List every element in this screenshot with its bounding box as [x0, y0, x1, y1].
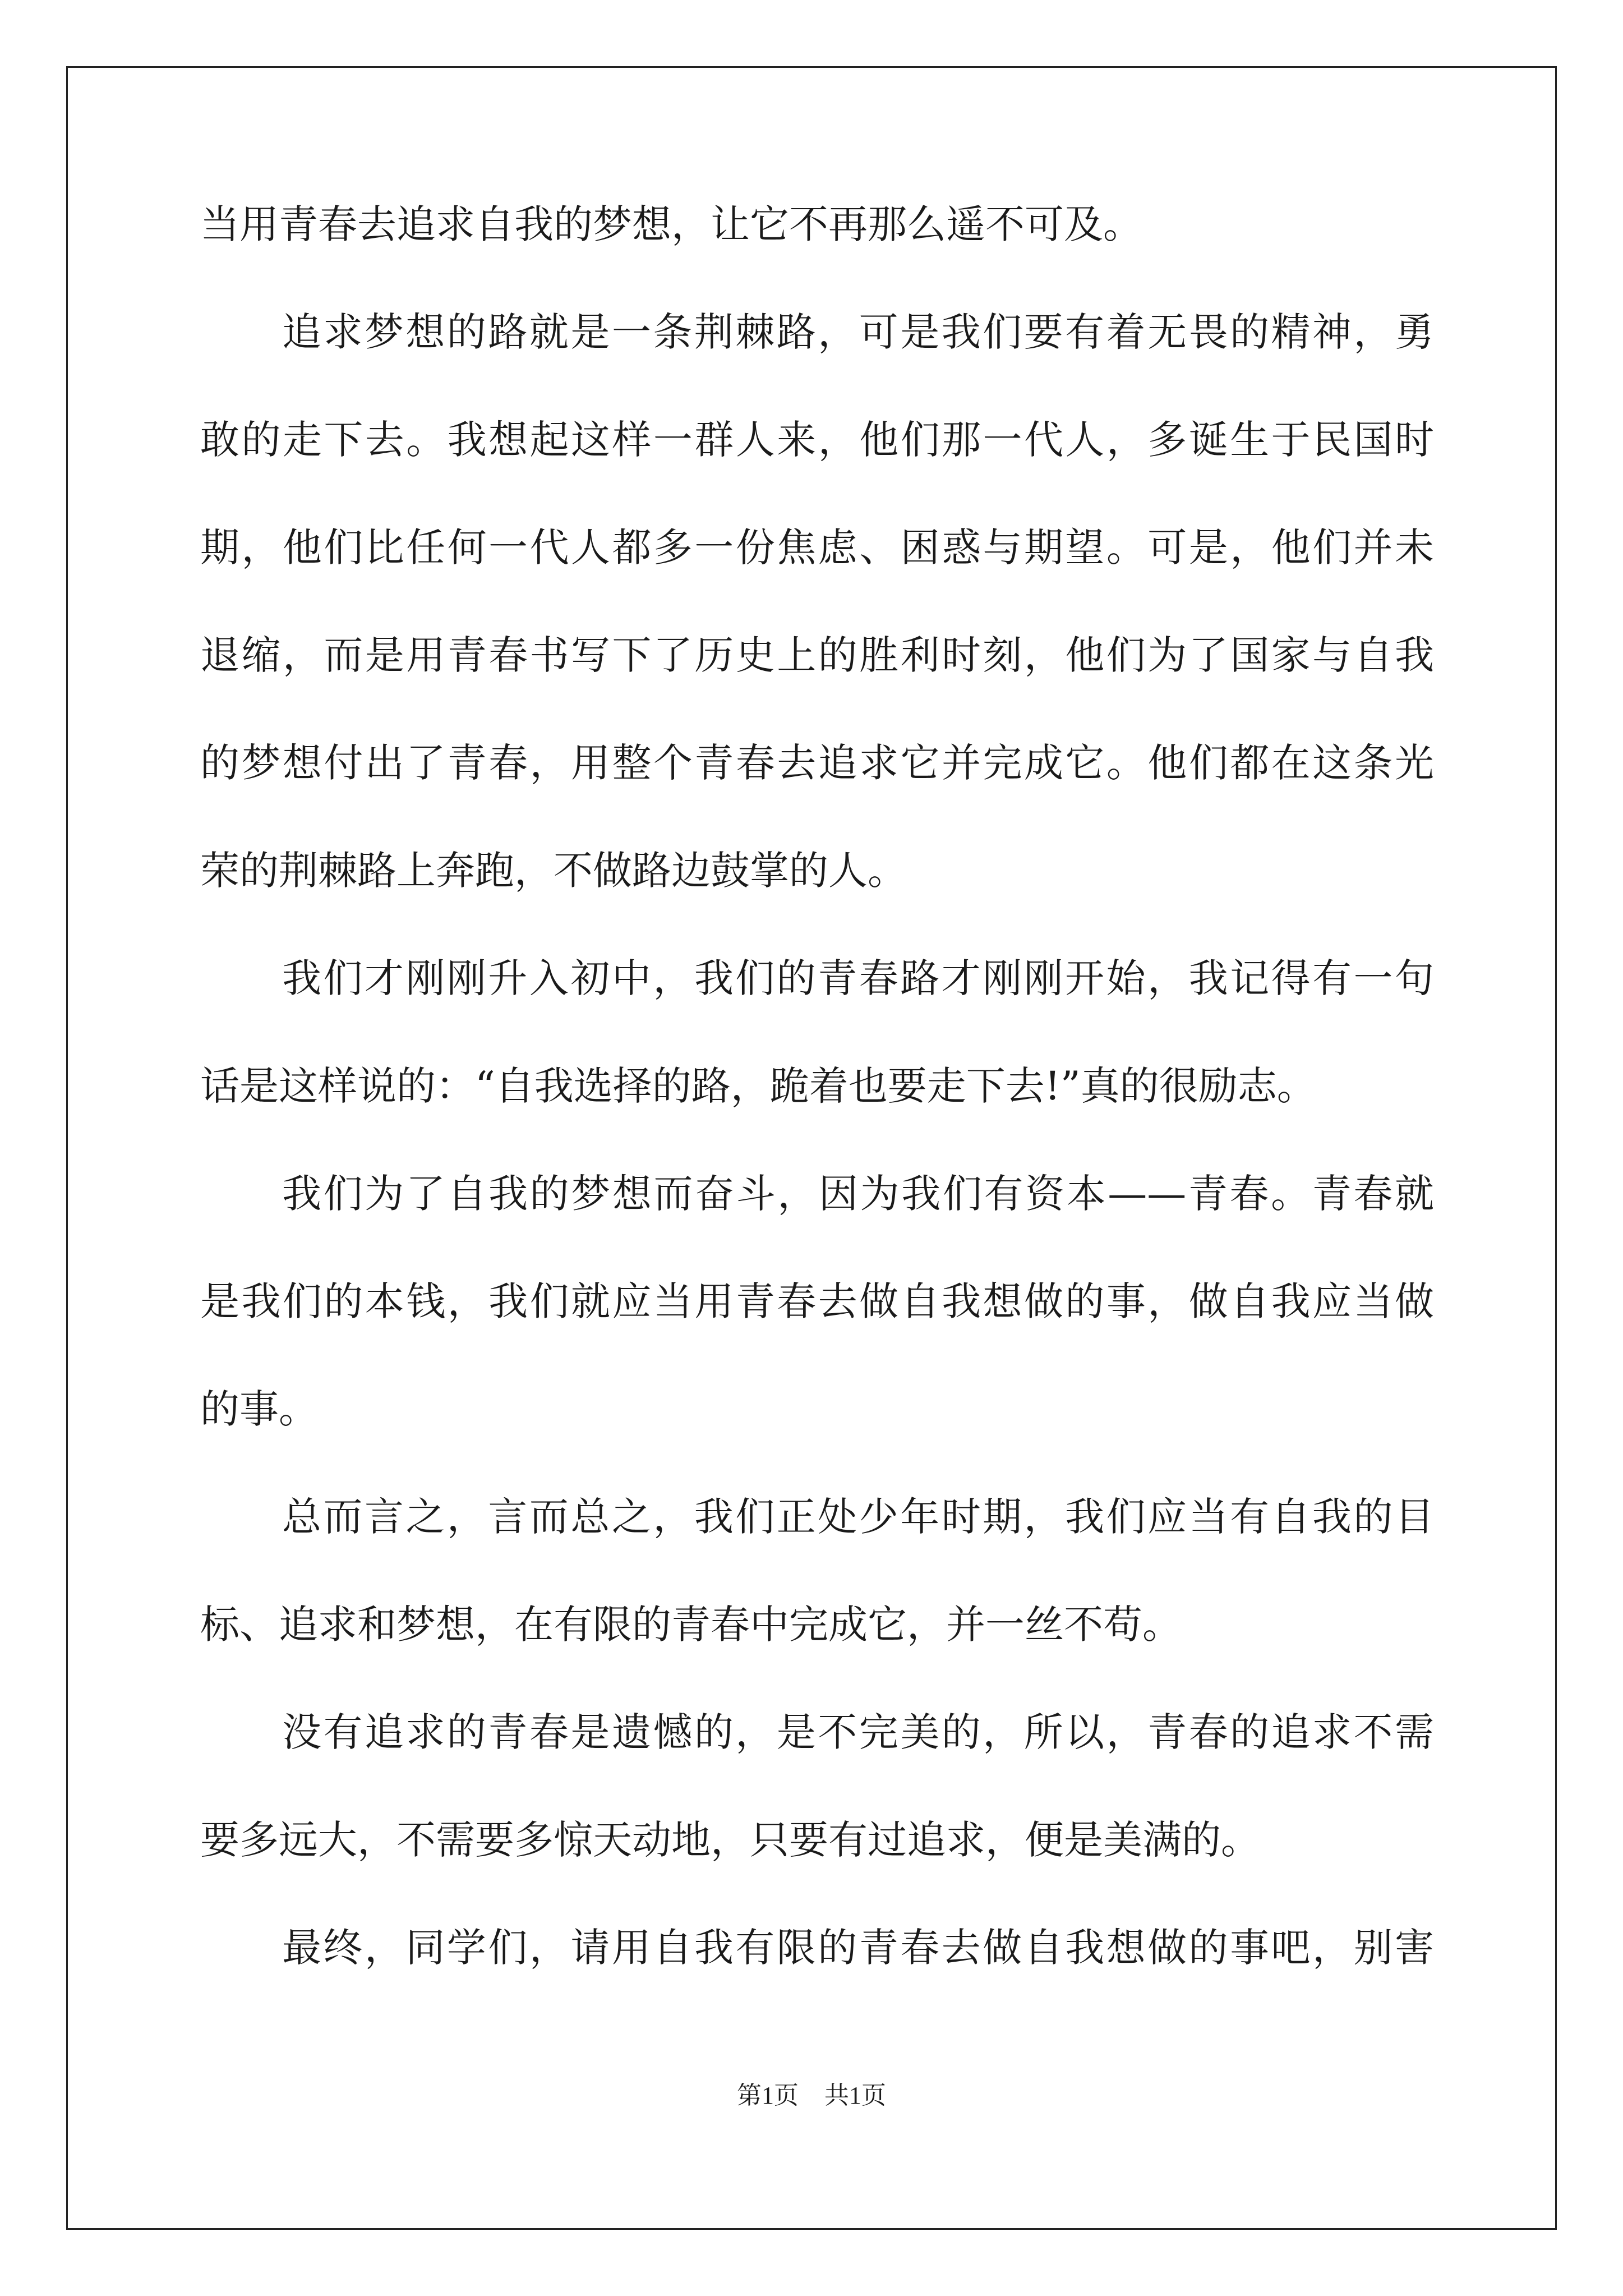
text-line: 是我们的本钱，我们就应当用青春去做自我想做的事，做自我应当做	[200, 1278, 1434, 1324]
text-line: 我们才刚刚升入初中，我们的青春路才刚刚开始，我记得有一句	[282, 955, 1434, 1001]
text-line: 荣的荆棘路上奔跑，不做路边鼓掌的人。	[200, 848, 907, 894]
page-border	[66, 66, 1557, 2230]
page-total: 共1页	[824, 2082, 886, 2109]
text-line: 标、追求和梦想，在有限的青春中完成它，并一丝不苟。	[200, 1602, 1182, 1648]
text-line: 没有追求的青春是遗憾的，是不完美的，所以，青春的追求不需	[282, 1709, 1434, 1755]
text-line: 话是这样说的：“自我选择的路，跪着也要走下去!”真的很励志。	[200, 1063, 1316, 1109]
text-line: 最终，同学们，请用自我有限的青春去做自我想做的事吧，别害	[282, 1925, 1434, 1971]
text-line: 总而言之，言而总之，我们正处少年时期，我们应当有自我的目	[282, 1494, 1434, 1540]
text-line: 的梦想付出了青春，用整个青春去追求它并完成它。他们都在这条光	[200, 740, 1434, 786]
text-line: 要多远大，不需要多惊天动地，只要有过追求，便是美满的。	[200, 1817, 1260, 1863]
text-line: 期，他们比任何一代人都多一份焦虑、困惑与期望。可是，他们并未	[200, 524, 1434, 570]
text-line: 追求梦想的路就是一条荆棘路，可是我们要有着无畏的精神，勇	[282, 309, 1434, 355]
text-line: 当用青春去追求自我的梦想，让它不再那么遥不可及。	[200, 201, 1142, 247]
text-line: 我们为了自我的梦想而奋斗，因为我们有资本——青春。青春就	[282, 1171, 1434, 1217]
page-number: 第1页	[737, 2082, 799, 2109]
text-line: 退缩，而是用青春书写下了历史上的胜利时刻，他们为了国家与自我	[200, 632, 1434, 678]
text-line: 敢的走下去。我想起这样一群人来，他们那一代人，多诞生于民国时	[200, 417, 1434, 463]
page-footer	[0, 2079, 1623, 2113]
text-line: 的事。	[200, 1386, 318, 1432]
